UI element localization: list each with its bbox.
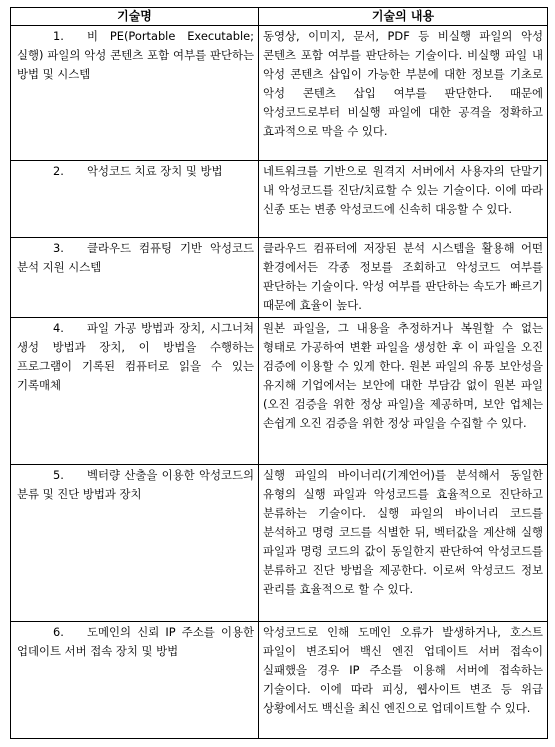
table-row xyxy=(11,318,548,465)
technology-name: 도메인의 신뢰 IP 주소를 이용한 업데이트 서버 접속 장치 및 방법 xyxy=(17,625,254,658)
technology-name-cell xyxy=(11,622,259,739)
technology-name: 악성코드 치료 장치 및 방법 xyxy=(87,164,223,178)
technology-name-cell xyxy=(11,238,259,318)
row-number: 3. xyxy=(53,241,64,255)
row-number: 5. xyxy=(53,468,64,482)
row-number: 6. xyxy=(53,625,64,639)
table-row xyxy=(11,465,548,622)
technology-content: 클라우드 컴퓨터에 저장된 분석 시스템을 활용해 어떤 환경에서든 각종 정보를 조회하고 악성코드 여부를 판단하는 기술이다. 악성 여부를 판단하는 속도가 빠르기 때문에 효율이 높다. xyxy=(259,238,548,318)
technology-content: 악성코드로 인해 도메인 오류가 발생하거나, 호스트 파일이 변조되어 백신 엔진 업데이트 서버 접속이 실패했을 경우 IP 주소를 이용해 서버에 접속하는 기술이다. 이에 따라 피싱, 웹사이트 변조 등 위급 상황에서도 백신을 최신 엔진으로 업데이트할 수 있다. xyxy=(259,622,548,739)
technology-name: 클라우드 컴퓨팅 기반 악성코드 분석 지원 시스템 xyxy=(17,241,254,274)
technology-content: 실행 파일의 바이너리(기계언어)를 분석해서 동일한 유형의 실행 파일과 악성코드를 효율적으로 진단하고 분류하는 기술이다. 실행 파일의 바이너리 코드를 분석하고 명령 코드를 식별한 뒤, 벡터값을 계산해 실행 파일과 명령 코드의 값이 동일한지 판단하여 악성코드를 분류하고 진단 방법을 제공한다. 이로써 악성코드 정보 관리를 효율적으로 할 수 있다. xyxy=(259,465,548,622)
technology-table xyxy=(10,7,548,739)
table-row xyxy=(11,238,548,318)
row-number: 4. xyxy=(53,321,64,335)
technology-name-cell xyxy=(11,161,259,238)
technology-content: 네트워크를 기반으로 원격지 서버에서 사용자의 단말기 내 악성코드를 진단/치료할 수 있는 기술이다. 이에 따라 신종 또는 변종 악성코드에 신속히 대응할 수 있다. xyxy=(259,161,548,238)
technology-name: 파일 가공 방법과 장치, 시그너쳐 생성 방법과 장치, 이 방법을 수행하는 프로그램이 기록된 컴퓨터로 읽을 수 있는 기록매체 xyxy=(17,321,254,392)
table-row xyxy=(11,161,548,238)
technology-content: 원본 파일을, 그 내용을 추정하거나 복원할 수 없는 형태로 가공하여 변환 파일을 생성한 후 이 파일을 오진 검증에 이용할 수 있게 한다. 원본 파일의 유통 보안성을 유지해 기업에서는 보안에 대한 부담감 없이 원본 파일(오진 검증을 위한 정상 파일)을 제공하며, 보안 업체는 손쉽게 오진 검증을 위한 정상 파일을 수집할 수 있다. xyxy=(259,318,548,465)
table-header-row xyxy=(11,8,548,26)
technology-content: 동영상, 이미지, 문서, PDF 등 비실행 파일의 악성 콘텐츠 포함 여부를 판단하는 기술이다. 비실행 파일 내 악성 콘텐츠 삽입이 가능한 부분에 대한 정보를 기초로 악성 콘텐츠 삽입 여부를 판단한다. 때문에 악성코드로부터 비실행 파일에 대한 공격을 정확하고 효과적으로 막을 수 있다. xyxy=(259,26,548,161)
header-technology-name: 기술명 xyxy=(11,8,259,26)
table-row xyxy=(11,622,548,739)
technology-name-cell xyxy=(11,26,259,161)
technology-name: 비 PE(Portable Executable; 실행) 파일의 악성 콘텐츠 포함 여부를 판단하는 방법 및 시스템 xyxy=(17,29,254,81)
row-number: 2. xyxy=(53,164,64,178)
table-row xyxy=(11,26,548,161)
technology-name-cell xyxy=(11,465,259,622)
technology-name-cell xyxy=(11,318,259,465)
row-number: 1. xyxy=(53,29,64,43)
header-technology-content: 기술의 내용 xyxy=(259,8,548,26)
technology-name: 벡터량 산출을 이용한 악성코드의 분류 및 진단 방법과 장치 xyxy=(17,468,254,501)
